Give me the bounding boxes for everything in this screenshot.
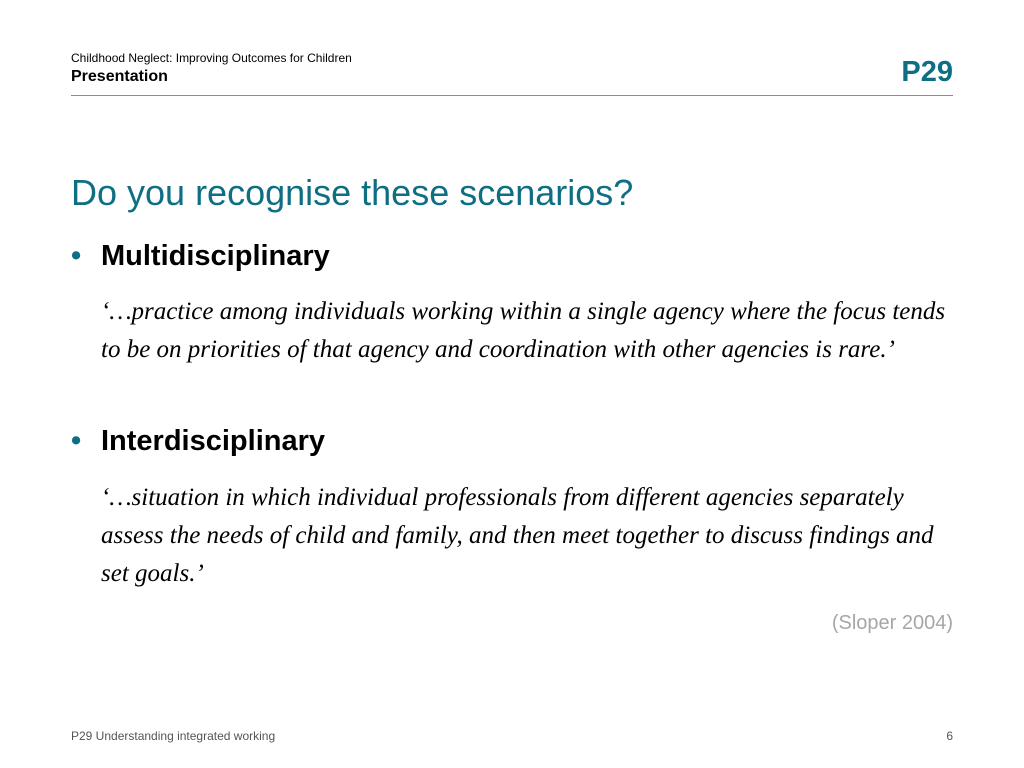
quote-interdisciplinary: ‘…situation in which individual professionals from different agencies separately assess the needs of child and family, and then meet together to discuss findings and set goals.’ <box>101 484 934 587</box>
bullet-icon: • <box>71 240 82 272</box>
bullet-interdisciplinary <box>71 425 325 458</box>
page-number: 6 <box>946 729 953 743</box>
bullet-label: Multidisciplinary <box>101 240 330 272</box>
bullet-icon: • <box>71 425 82 457</box>
header-subtitle: Childhood Neglect: Improving Outcomes for Children <box>71 51 352 65</box>
quote-multidisciplinary: ‘…practice among individuals working within a single agency where the focus tends to be on priorities of that agency and coordination with other agencies is rare.’ <box>101 298 946 363</box>
header-title: Presentation <box>71 68 168 85</box>
slide-title: Do you recognise these scenarios? <box>71 172 634 213</box>
bullet-label: Interdisciplinary <box>101 425 326 457</box>
module-code: P29 <box>901 56 953 88</box>
header-divider <box>71 95 953 96</box>
citation: (Sloper 2004) <box>831 612 953 634</box>
footer-title: P29 Understanding integrated working <box>71 729 276 743</box>
bullet-multidisciplinary <box>71 240 330 273</box>
